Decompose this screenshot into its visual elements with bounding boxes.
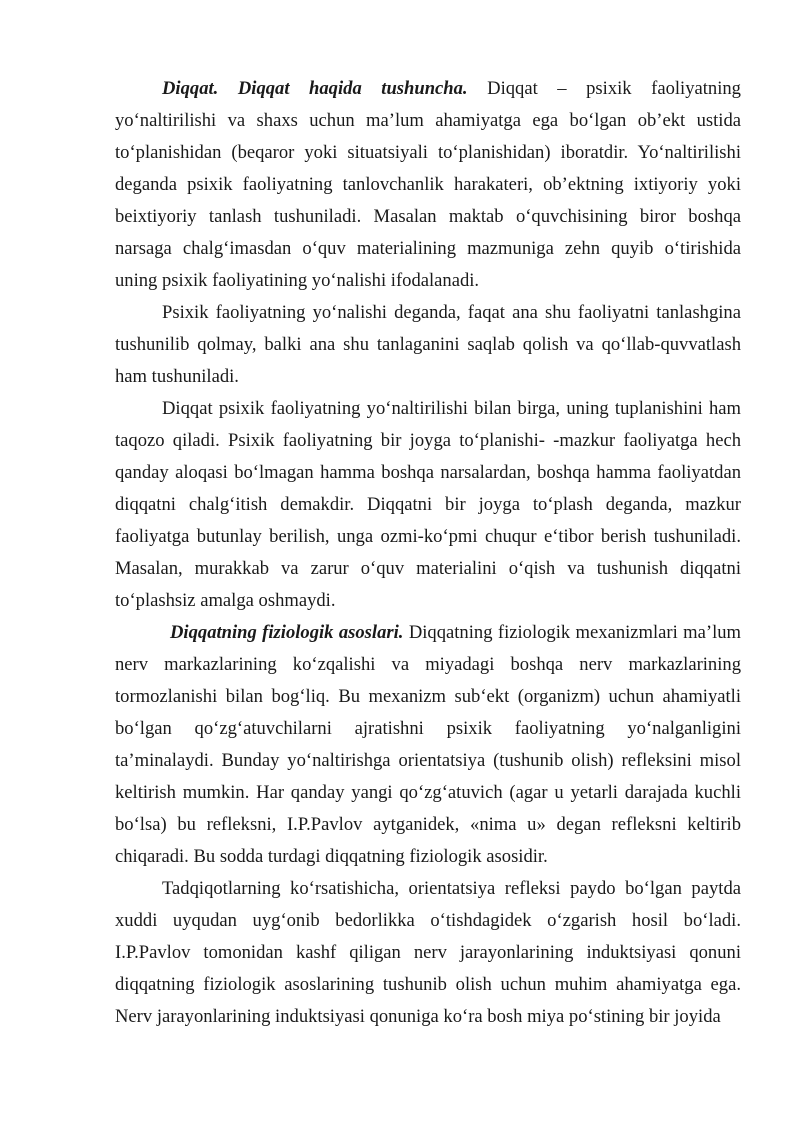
paragraph-4 bbox=[115, 617, 741, 873]
paragraph-text: Diqqatning fiziologik mexanizmlari ma’lum nerv markazlarining ko‘zqalishi va miyadagi boshqa nerv markazlarining tormozlanishi bilan bog‘liq. Bu mexanizm sub‘ekt (organizm) uchun ahamiyatli bo‘lgan qo‘zg‘atuvchilarni ajratishni psixik faoliyatning yo‘nalganligini ta’minalaydi. Bunday yo‘naltirishga orientatsiya (tushunib olish) refleksini misol keltirish mumkin. Har qanday yangi qo‘zg‘atuvich (agar u yetarli darajada kuchli bo‘lsa) bu refleksni, I.P.Pavlov aytganidek, «nima u» degan refleksni keltirib chiqaradi. Bu sodda turdagi diqqatning fiziologik asosidir. bbox=[115, 622, 742, 867]
paragraph-text: Diqqat psixik faoliyatning yo‘naltirilishi bilan birga, uning tuplanishini ham taqozo qiladi. Psixik faoliyatning bir joyga to‘planishi- -mazkur faoliyatga hech qanday aloqasi bo‘lmagan hamma boshqa narsalardan, boshqa hamma faoliyatdan diqqatni chalg‘itish demakdir. Diqqatni bir joyga to‘plash deganda, mazkur faoliyatga butunlay berilish, unga ozmi-ko‘pmi chuqur e‘tibor berish tushuniladi. Masalan, murakkab va zarur o‘quv materialini o‘qish va tushunish diqqatni to‘plashsiz amalga oshmaydi. bbox=[115, 398, 741, 611]
paragraph-text: Diqqat – psixik faoliyatning yo‘naltirilishi va shaxs uchun ma’lum ahamiyatga ega bo‘lgan ob’ekt ustida to‘planishidan (beqaror yoki situatsiyali to‘planishidan) iboratdir. Yo‘naltirilishi deganda psixik faoliyatning tanlovchanlik harakateri, ob’ektning ixtiyoriy yoki beixtiyoriy tanlash tushuniladi. Masalan maktab o‘quvchisining biror boshqa narsaga chalg‘imasdan o‘quv materialining mazmuniga zehn quyib o‘tirishida uning psixik faoliyatining yo‘nalishi ifodalanadi. bbox=[115, 78, 741, 291]
section-heading-diqqat: Diqqat. Diqqat haqida tushuncha. bbox=[162, 78, 468, 99]
document-page bbox=[115, 73, 741, 1033]
paragraph-1 bbox=[115, 73, 741, 297]
paragraph-2 bbox=[115, 297, 741, 393]
paragraph-3 bbox=[115, 393, 741, 617]
paragraph-text: Psixik faoliyatning yo‘nalishi deganda, faqat ana shu faoliyatni tanlashgina tushunilib qolmay, balki ana shu tanlaganini saqlab qolish va qo‘llab-quvvatlash ham tushuniladi. bbox=[115, 302, 741, 387]
section-heading-fiziologik-asoslar: Diqqatning fiziologik asoslari. bbox=[170, 622, 404, 643]
paragraph-text: Tadqiqotlarning ko‘rsatishicha, orientatsiya refleksi paydo bo‘lgan paytda xuddi uyqudan uyg‘onib bedorlikka o‘tishdagidek o‘zgarish hosil bo‘ladi. I.P.Pavlov tomonidan kashf qiligan nerv jarayonlarining induktsiyasi qonuni diqqatning fiziologik asoslarining tushunib olish uchun muhim ahamiyatga ega. Nerv jarayonlarining induktsiyasi qonuniga ko‘ra bosh miya po‘stining bir joyida bbox=[115, 878, 741, 1027]
paragraph-5 bbox=[115, 873, 741, 1033]
